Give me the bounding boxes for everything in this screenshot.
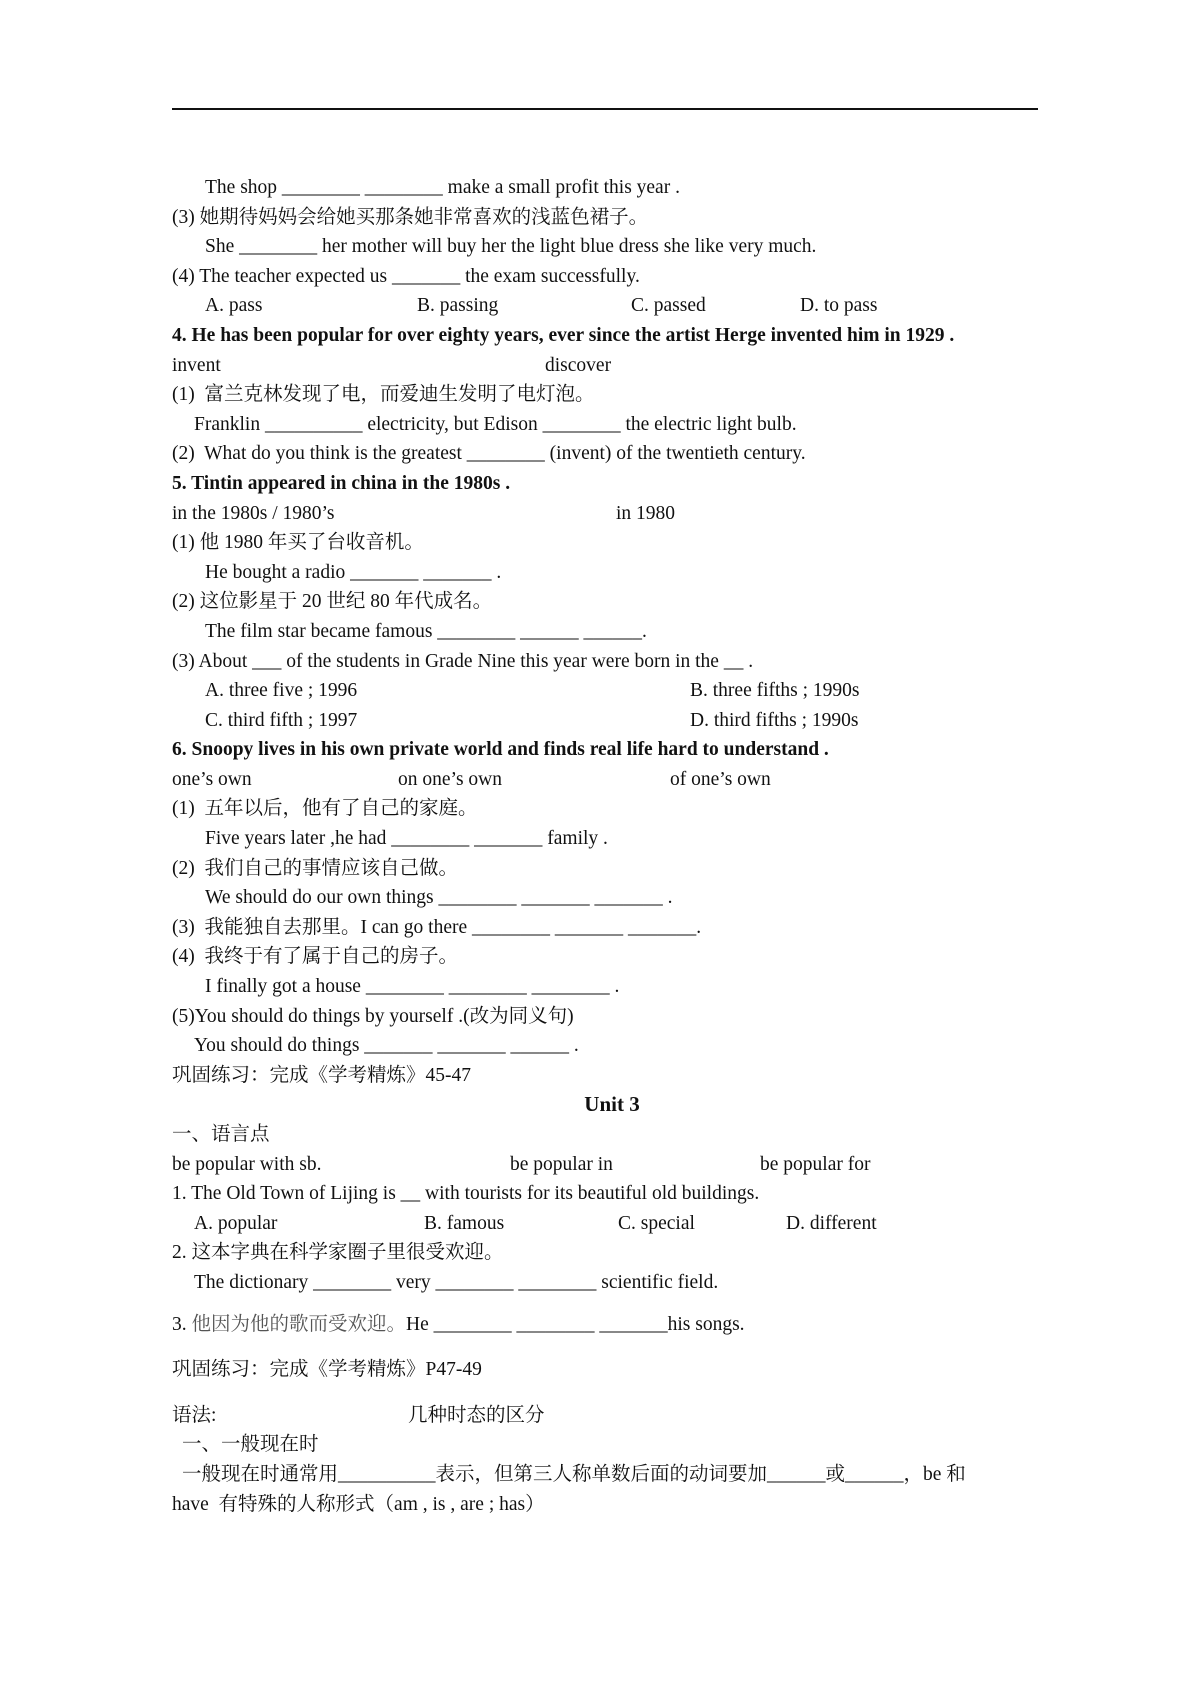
- section-5-heading: 5. Tintin appeared in china in the 1980s .: [172, 472, 511, 494]
- keyword: in 1980: [616, 502, 676, 524]
- keyword: be popular in: [510, 1153, 613, 1175]
- grammar-row: [172, 1401, 1052, 1431]
- text-line: The film star became famous ________ ______ ______.: [205, 620, 647, 642]
- grammar-topic: 几种时态的区分: [408, 1404, 545, 1426]
- header-rule: [172, 108, 1038, 110]
- text-line: Five years later ,he had ________ _______ family .: [205, 828, 608, 850]
- keyword-row: [172, 765, 1052, 795]
- option-b: B. passing: [417, 295, 499, 317]
- worksheet-content: [172, 173, 1052, 1519]
- question-3-chinese: (3) 她期待妈妈会给她买那条她非常喜欢的浅蓝色裙子。: [172, 206, 649, 228]
- practice-note: 巩固练习：完成《学考精炼》P47-49: [172, 1359, 482, 1381]
- option-d: D. third fifths ; 1990s: [690, 709, 859, 731]
- keyword: in the 1980s / 1980’s: [172, 502, 335, 524]
- keyword: invent: [172, 354, 221, 376]
- option-b: B. famous: [424, 1212, 505, 1234]
- section-6-heading: 6. Snoopy lives in his own private world and finds real life hard to understand .: [172, 739, 829, 761]
- text-line: You should do things _______ _______ ______ .: [194, 1035, 579, 1057]
- text-line: She ________ her mother will buy her the light blue dress she like very much.: [205, 236, 817, 258]
- question-1: 1. The Old Town of Lijing is __ with tourists for its beautiful old buildings.: [172, 1183, 760, 1205]
- unit-title: Unit 3: [584, 1092, 640, 1117]
- section-title: 一、语言点: [172, 1124, 270, 1145]
- grammar-text: 一般现在时通常用__________表示，但第三人称单数后面的动词要加______或______，be 和: [182, 1463, 966, 1485]
- section-4-heading: 4. He has been popular for over eighty years, ever since the artist Herge invented him in 1929 .: [172, 324, 955, 346]
- option-c: C. special: [618, 1212, 695, 1234]
- question-2-chinese: (2) 这位影星于 20 世纪 80 年代成名。: [172, 591, 493, 613]
- question-1-chinese: (1) 他 1980 年买了台收音机。: [172, 532, 424, 554]
- keyword: be popular with sb.: [172, 1153, 322, 1175]
- text-line: The dictionary ________ very ________ ________ scientific field.: [194, 1271, 719, 1293]
- keyword-row: [172, 1150, 1052, 1180]
- option-d: D. different: [786, 1212, 877, 1234]
- text-line: He bought a radio _______ _______ .: [205, 561, 502, 583]
- practice-note: 巩固练习：完成《学考精炼》45-47: [172, 1064, 471, 1086]
- question-2-chinese: (2) 我们自己的事情应该自己做。: [172, 857, 458, 879]
- question-3: (3) 我能独自去那里。I can go there ________ _______ _______.: [172, 916, 702, 938]
- question-number: 3.: [172, 1313, 187, 1335]
- keyword-row: [172, 351, 1052, 381]
- grammar-label: 语法:: [172, 1404, 217, 1426]
- options-row: [172, 291, 1052, 321]
- question-4-chinese: (4) 我终于有了属于自己的房子。: [172, 946, 458, 968]
- question-4: (4) The teacher expected us _______ the exam successfully.: [172, 265, 640, 287]
- option-a: A. pass: [205, 295, 263, 317]
- options-row: [172, 706, 1052, 736]
- question-5: (5)You should do things by yourself .(改为同义句): [172, 1005, 574, 1027]
- question-2: (2) What do you think is the greatest ________ (invent) of the twentieth century.: [172, 443, 806, 465]
- keyword: on one’s own: [398, 768, 502, 790]
- text-line: I finally got a house ________ ________ ________ .: [205, 976, 620, 998]
- keyword: of one’s own: [670, 768, 771, 790]
- option-a: A. three five ; 1996: [205, 680, 358, 702]
- question-3: [172, 1310, 1052, 1340]
- question-1-chinese: (1) 富兰克林发现了电，而爱迪生发明了电灯泡。: [172, 384, 595, 406]
- text-line: Franklin __________ electricity, but Edison ________ the electric light bulb.: [194, 413, 797, 435]
- option-b: B. three fifths ; 1990s: [690, 680, 860, 702]
- grammar-text: have 有特殊的人称形式（am , is , are ; has）: [172, 1493, 545, 1515]
- chinese-prompt: 他因为他的歌而受欢迎。: [191, 1313, 407, 1335]
- text-line: We should do our own things ________ _______ _______ .: [205, 887, 673, 909]
- keyword: one’s own: [172, 768, 252, 790]
- option-c: C. passed: [631, 295, 706, 317]
- options-row: [172, 1209, 1052, 1239]
- option-c: C. third fifth ; 1997: [205, 709, 358, 731]
- keyword: discover: [545, 354, 612, 376]
- options-row: [172, 676, 1052, 706]
- question-1-chinese: (1) 五年以后，他有了自己的家庭。: [172, 798, 478, 820]
- keyword-row: [172, 499, 1052, 529]
- option-a: A. popular: [194, 1212, 278, 1234]
- option-d: D. to pass: [800, 295, 878, 317]
- question-2-chinese: 2. 这本字典在科学家圈子里很受欢迎。: [172, 1242, 504, 1264]
- section-title: 一、一般现在时: [182, 1434, 319, 1456]
- blank-sentence: He ________ ________ _______his songs.: [406, 1313, 745, 1335]
- keyword: be popular for: [760, 1153, 871, 1175]
- text-line: The shop ________ ________ make a small profit this year .: [205, 177, 680, 198]
- question-3: (3) About ___ of the students in Grade Nine this year were born in the __ .: [172, 650, 754, 672]
